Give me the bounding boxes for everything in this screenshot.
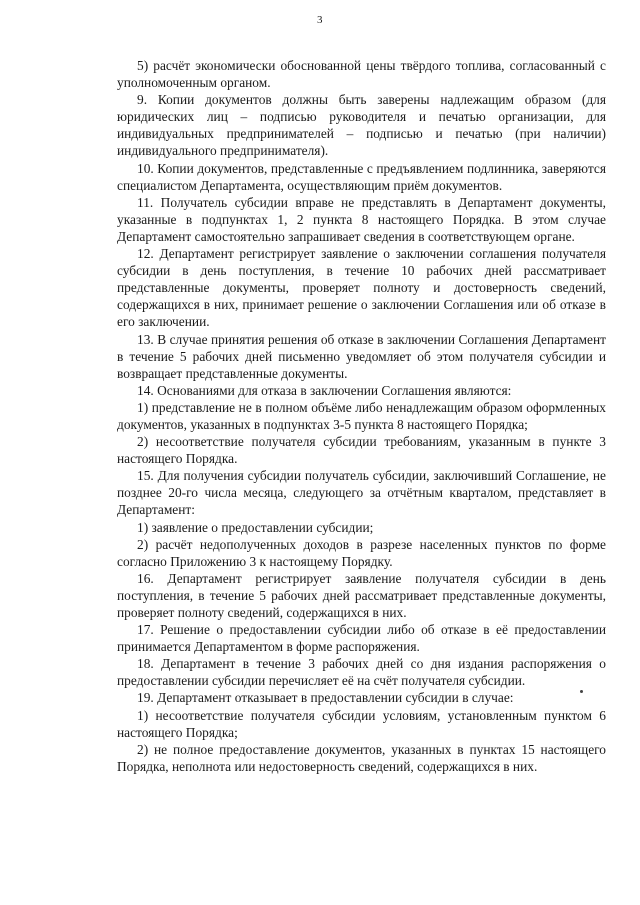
document-body — [117, 57, 606, 775]
paragraph-14: 14. Основаниями для отказа в заключении Соглашения являются: — [137, 382, 512, 398]
paragraph-15-item-2: 2) расчёт недополученных доходов в разрезе населенных пунктов по форме согласно Приложению 3 к настоящему Порядку. — [117, 536, 606, 569]
paragraph-9: 9. Копии документов должны быть заверены надлежащим образом (для юридических лиц – подписью руководителя и печатью организации, для индивидуальных предпринимателей – подписью и печатью (при наличии) индивидуального предпринимателя). — [117, 92, 606, 159]
paragraph-10: 10. Копии документов, представленные с предъявлением подлинника, заверяются специалистом Департамента, осуществляющим приём документов. — [117, 160, 606, 193]
paragraph-19-item-2: 2) не полное предоставление документов, указанных в пунктах 15 настоящего Порядка, неполнота или недостоверность сведений, содержащихся в них. — [117, 741, 606, 774]
paragraph-15-item-1: 1) заявление о предоставлении субсидии; — [137, 519, 374, 535]
paragraph-12: 12. Департамент регистрирует заявление о заключении соглашения получателя субсидии в день поступления, в течение 10 рабочих дней рассматривает представленные документы, проверяет полноту и достоверность сведений, содержащихся в них, принимает решение о заключении Соглашения или об отказе в его заключении. — [117, 246, 606, 330]
page-number: 3 — [317, 14, 323, 26]
scan-speck — [580, 690, 583, 693]
paragraph-17: 17. Решение о предоставлении субсидии либо об отказе в её предоставлении принимается Департаментом в форме распоряжения. — [117, 622, 606, 655]
paragraph-14-item-1: 1) представление не в полном объёме либо ненадлежащим образом оформленных документов, указанных в подпунктах 3-5 пункта 8 настоящего Порядка; — [117, 399, 606, 432]
paragraph-16: 16. Департамент регистрирует заявление получателя субсидии в день поступления, в течение 5 рабочих дней рассматривает представленные документы, проверяет полноту сведений, содержащихся в них. — [117, 570, 606, 620]
paragraph-15: 15. Для получения субсидии получатель субсидии, заключивший Соглашение, не позднее 20-го числа месяца, следующего за отчётным кварталом, представляет в Департамент: — [117, 468, 606, 518]
paragraph-13: 13. В случае принятия решения об отказе в заключении Соглашения Департамент в течение 5 рабочих дней письменно уведомляет об этом получателя субсидии и возвращает представленные документы. — [117, 331, 606, 381]
paragraph-18: 18. Департамент в течение 3 рабочих дней со дня издания распоряжения о предоставлении субсидии перечисляет её на счёт получателя субсидии. — [117, 656, 606, 689]
paragraph-14-item-2: 2) несоответствие получателя субсидии требованиям, указанным в пункте 3 настоящего Порядка. — [117, 434, 606, 467]
paragraph-subitem-5: 5) расчёт экономически обоснованной цены твёрдого топлива, согласованный с уполномоченным органом. — [117, 58, 606, 91]
paragraph-19: 19. Департамент отказывает в предоставлении субсидии в случае: — [137, 690, 514, 706]
paragraph-11: 11. Получатель субсидии вправе не представлять в Департамент документы, указанные в подпунктах 1, 2 пункта 8 настоящего Порядка. В этом случае Департамент самостоятельно запрашивает сведения в соответствующем органе. — [117, 194, 606, 244]
paragraph-19-item-1: 1) несоответствие получателя субсидии условиям, установленным пунктом 6 настоящего Порядка; — [117, 707, 606, 740]
